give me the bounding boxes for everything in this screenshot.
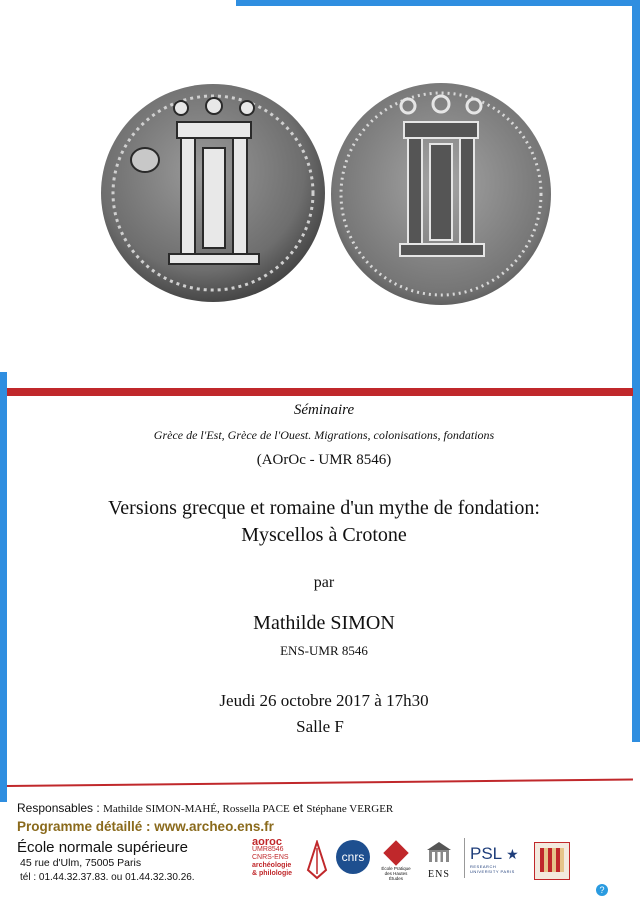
- event-room: Salle F: [296, 717, 344, 736]
- aoroc-logo: aoroc UMR8546 CNRS-ENS archéologie & philologie: [252, 836, 293, 877]
- school-phone: tél : 01.44.32.37.83. ou 01.44.32.30.26.: [20, 872, 195, 883]
- coin-reverse-image: [330, 82, 552, 306]
- seminar-series: Grèce de l'Est, Grèce de l'Ouest. Migrations, colonisations, fondations: [153, 428, 495, 442]
- seminar-kind: Séminaire: [293, 402, 355, 418]
- school-name: École normale supérieure: [17, 839, 188, 856]
- partner-logos: [252, 836, 577, 886]
- school-address: 45 rue d'Ulm, 75005 Paris: [20, 857, 142, 869]
- speaker-affiliation: ENS-UMR 8546: [280, 643, 368, 658]
- help-icon[interactable]: ?: [596, 884, 608, 896]
- by-label: par: [313, 574, 335, 591]
- footer-red-line: [7, 778, 633, 787]
- ephe-logo: École Pratique des Hautes Études: [380, 842, 412, 886]
- top-frame-bar: [236, 0, 640, 6]
- pen-icon: [304, 840, 330, 880]
- talk-title-line2: Myscellos à Crotone: [241, 524, 407, 546]
- responsables-et: et: [293, 801, 304, 815]
- logo-divider: [464, 838, 465, 878]
- red-divider-band: [7, 388, 633, 396]
- speaker-name: Mathilde SIMON: [253, 612, 395, 634]
- left-frame-bar: [0, 372, 7, 802]
- responsables: [17, 801, 393, 815]
- responsables-label: Responsables :: [17, 801, 100, 815]
- ens-logo: ENS: [422, 840, 456, 880]
- star-icon: ★: [506, 848, 519, 863]
- seminar-unit: (AOrOc - UMR 8546): [256, 452, 392, 468]
- heraldic-logo: [534, 842, 570, 880]
- psl-logo: PSL ★ RESEARCH UNIVERSITY PARIS: [470, 844, 519, 874]
- coin-obverse-image: [99, 82, 327, 304]
- talk-title-line1: Versions grecque et romaine d'un mythe de fondation:: [108, 497, 540, 519]
- responsables-last: Stéphane VERGER: [306, 803, 394, 815]
- cnrs-logo: cnrs: [336, 840, 370, 874]
- event-date: Jeudi 26 octobre 2017 à 17h30: [219, 691, 429, 710]
- responsables-names: Mathilde SIMON-MAHÉ, Rossella PACE: [103, 803, 290, 815]
- ens-building-icon: [425, 840, 453, 864]
- programme-link[interactable]: Programme détaillé : www.archeo.ens.fr: [17, 819, 274, 834]
